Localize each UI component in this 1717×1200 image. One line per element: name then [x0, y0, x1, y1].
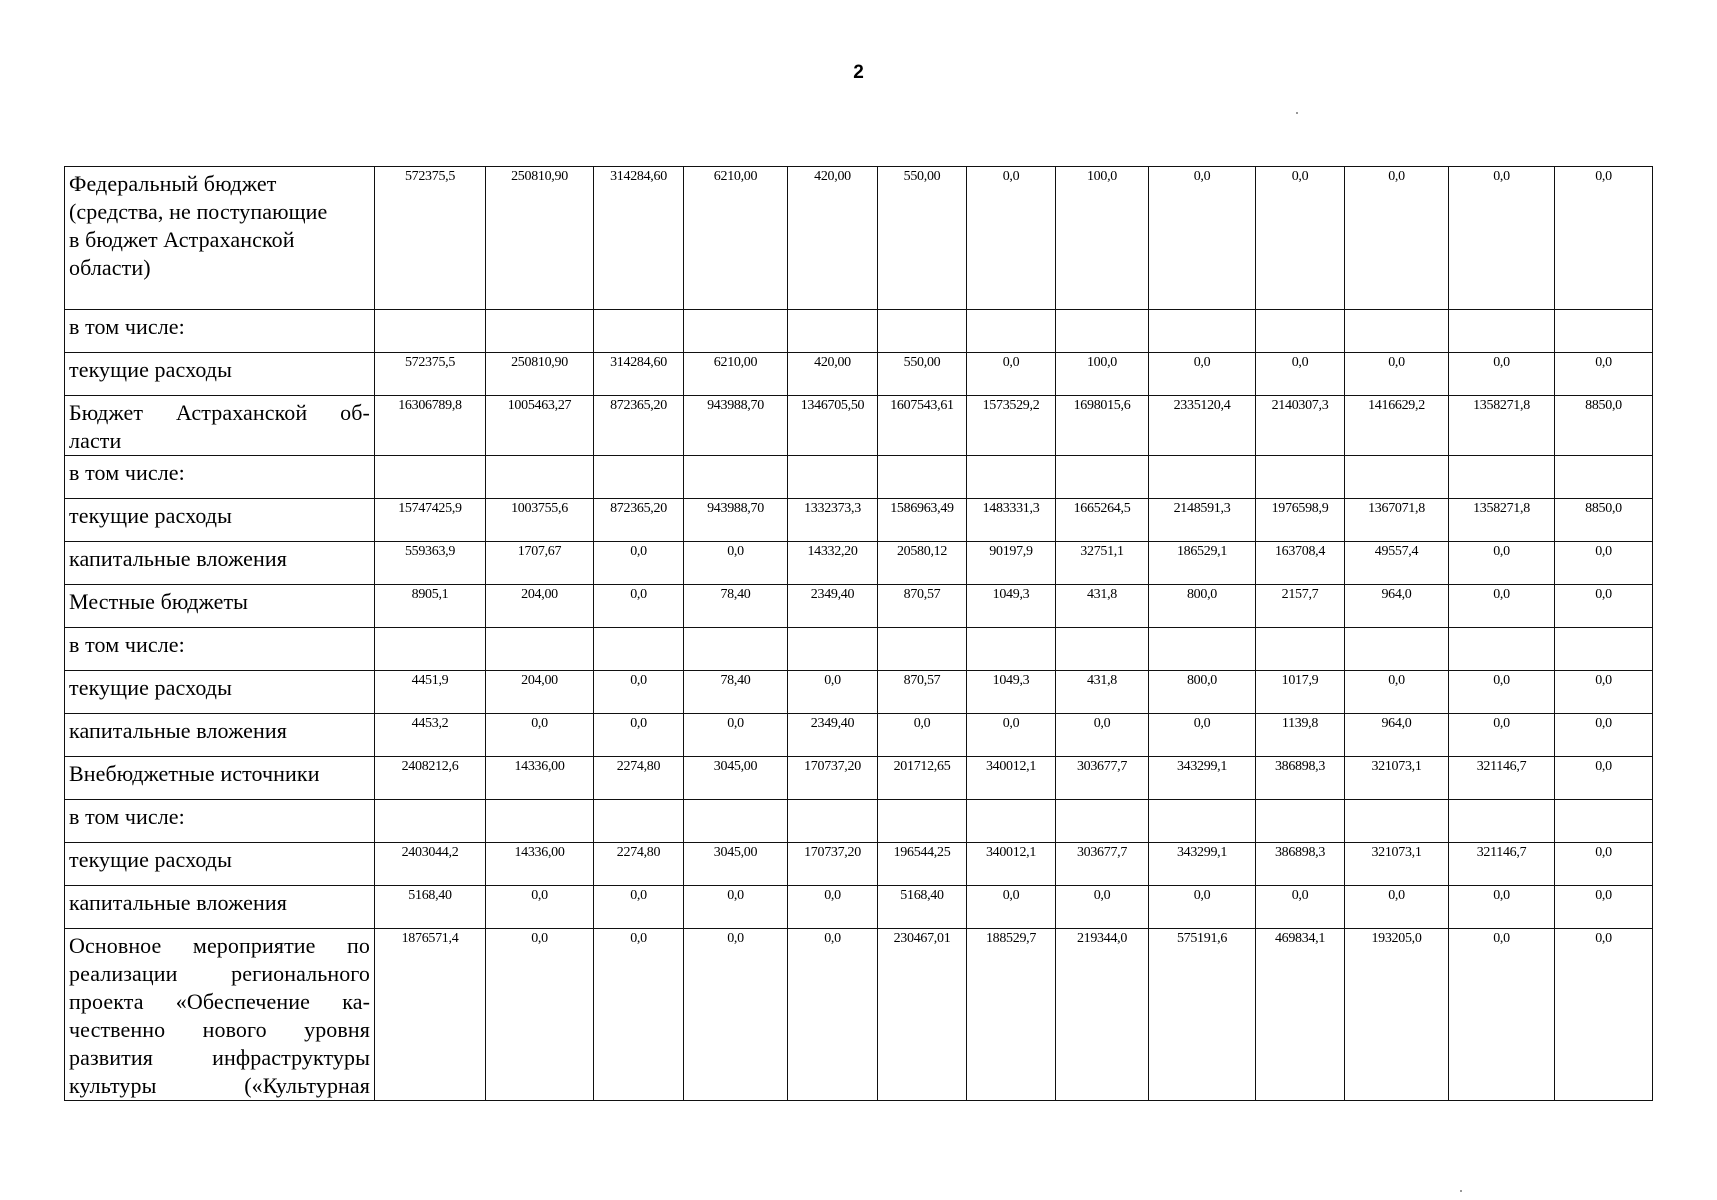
value-cell: 964,0: [1345, 714, 1449, 757]
row-label-text: в том числе:: [69, 460, 185, 485]
value-cell: [375, 800, 486, 843]
value-cell: 1698015,6: [1056, 396, 1149, 456]
value-cell: 1003755,6: [486, 499, 594, 542]
value-cell: [1149, 456, 1256, 499]
value-cell: 303677,7: [1056, 843, 1149, 886]
value-cell: 0,0: [1555, 353, 1653, 396]
table-row: [65, 167, 1653, 310]
value-cell: 1017,9: [1256, 671, 1345, 714]
value-cell: 204,00: [486, 585, 594, 628]
value-cell: 0,0: [1345, 167, 1449, 310]
value-cell: 0,0: [1449, 886, 1555, 929]
value-cell: [878, 310, 967, 353]
value-cell: 0,0: [788, 671, 878, 714]
value-cell: 0,0: [1449, 167, 1555, 310]
value-cell: 0,0: [788, 929, 878, 1101]
value-cell: 0,0: [1555, 757, 1653, 800]
value-cell: [1256, 310, 1345, 353]
value-cell: 572375,5: [375, 353, 486, 396]
budget-table: [64, 166, 1653, 1101]
value-cell: [1056, 628, 1149, 671]
row-label-line: Бюджет Астраханской об-: [69, 400, 370, 425]
value-cell: 170737,20: [788, 843, 878, 886]
value-cell: 550,00: [878, 167, 967, 310]
value-cell: 0,0: [486, 886, 594, 929]
budget-table-body: [65, 167, 1653, 1101]
value-cell: [594, 310, 684, 353]
value-cell: 800,0: [1149, 671, 1256, 714]
table-row: [65, 886, 1653, 929]
value-cell: 0,0: [684, 929, 788, 1101]
value-cell: 6210,00: [684, 353, 788, 396]
value-cell: 2349,40: [788, 585, 878, 628]
value-cell: 8850,0: [1555, 499, 1653, 542]
value-cell: [1345, 310, 1449, 353]
row-label-text: текущие расходы: [69, 847, 232, 872]
value-cell: 943988,70: [684, 499, 788, 542]
value-cell: [486, 456, 594, 499]
value-cell: [1449, 456, 1555, 499]
value-cell: 0,0: [1256, 886, 1345, 929]
row-label-text: текущие расходы: [69, 675, 232, 700]
value-cell: [486, 628, 594, 671]
value-cell: 2274,80: [594, 843, 684, 886]
value-cell: 78,40: [684, 671, 788, 714]
value-cell: 0,0: [486, 929, 594, 1101]
table-row: [65, 396, 1653, 456]
value-cell: 0,0: [594, 671, 684, 714]
value-cell: 0,0: [1149, 886, 1256, 929]
value-cell: 90197,9: [967, 542, 1056, 585]
value-cell: 193205,0: [1345, 929, 1449, 1101]
row-label-text: Внебюджетные источники: [69, 761, 320, 786]
page-number: 2: [853, 62, 864, 83]
value-cell: 0,0: [1256, 353, 1345, 396]
value-cell: 469834,1: [1256, 929, 1345, 1101]
value-cell: 0,0: [1449, 671, 1555, 714]
scan-speck: [1460, 1190, 1462, 1192]
row-label-text: в том числе:: [69, 632, 185, 657]
value-cell: 0,0: [1555, 167, 1653, 310]
value-cell: 230467,01: [878, 929, 967, 1101]
value-cell: 0,0: [1555, 929, 1653, 1101]
table-row: [65, 542, 1653, 585]
value-cell: [967, 628, 1056, 671]
row-label-line: (средства, не поступающие: [69, 199, 328, 224]
value-cell: 49557,4: [1345, 542, 1449, 585]
row-label-text: Местные бюджеты: [69, 589, 249, 614]
value-cell: 0,0: [486, 714, 594, 757]
value-cell: [684, 800, 788, 843]
value-cell: 431,8: [1056, 671, 1149, 714]
value-cell: 1483331,3: [967, 499, 1056, 542]
row-label: [65, 542, 375, 585]
value-cell: 0,0: [1449, 929, 1555, 1101]
row-label-line: Основное мероприятие по: [69, 933, 370, 958]
value-cell: 872365,20: [594, 499, 684, 542]
value-cell: [788, 628, 878, 671]
value-cell: 201712,65: [878, 757, 967, 800]
table-row: [65, 585, 1653, 628]
value-cell: 0,0: [1345, 671, 1449, 714]
value-cell: [594, 456, 684, 499]
value-cell: 0,0: [594, 585, 684, 628]
row-label: [65, 800, 375, 843]
value-cell: 8905,1: [375, 585, 486, 628]
value-cell: [486, 310, 594, 353]
row-label-text: текущие расходы: [69, 357, 232, 382]
value-cell: [594, 800, 684, 843]
scan-speck: [1296, 112, 1298, 114]
value-cell: 1976598,9: [1256, 499, 1345, 542]
value-cell: 1876571,4: [375, 929, 486, 1101]
value-cell: 0,0: [1449, 353, 1555, 396]
value-cell: [788, 800, 878, 843]
value-cell: [1449, 628, 1555, 671]
value-cell: 0,0: [1056, 714, 1149, 757]
row-label: [65, 396, 375, 456]
value-cell: 1707,67: [486, 542, 594, 585]
row-label-text: в том числе:: [69, 314, 185, 339]
value-cell: 1607543,61: [878, 396, 967, 456]
row-label: [65, 628, 375, 671]
value-cell: 870,57: [878, 585, 967, 628]
value-cell: 78,40: [684, 585, 788, 628]
value-cell: 1358271,8: [1449, 499, 1555, 542]
value-cell: 100,0: [1056, 167, 1149, 310]
value-cell: [1056, 800, 1149, 843]
value-cell: 321073,1: [1345, 757, 1449, 800]
value-cell: 0,0: [1345, 353, 1449, 396]
value-cell: 0,0: [594, 714, 684, 757]
value-cell: 321146,7: [1449, 843, 1555, 886]
value-cell: [1345, 800, 1449, 843]
value-cell: 872365,20: [594, 396, 684, 456]
value-cell: 1586963,49: [878, 499, 967, 542]
value-cell: 5168,40: [375, 886, 486, 929]
row-label-text: текущие расходы: [69, 503, 232, 528]
value-cell: [1449, 310, 1555, 353]
value-cell: [878, 628, 967, 671]
value-cell: 386898,3: [1256, 843, 1345, 886]
row-label-text: в том числе:: [69, 804, 185, 829]
value-cell: 0,0: [1555, 671, 1653, 714]
value-cell: [1345, 628, 1449, 671]
row-label-text: капитальные вложения: [69, 546, 287, 571]
value-cell: 0,0: [594, 929, 684, 1101]
value-cell: 14336,00: [486, 757, 594, 800]
value-cell: 314284,60: [594, 353, 684, 396]
row-label-line: ласти: [69, 428, 122, 453]
value-cell: 14332,20: [788, 542, 878, 585]
value-cell: [1256, 628, 1345, 671]
value-cell: [967, 800, 1056, 843]
value-cell: 0,0: [1555, 542, 1653, 585]
value-cell: 943988,70: [684, 396, 788, 456]
value-cell: 1005463,27: [486, 396, 594, 456]
value-cell: [1149, 628, 1256, 671]
value-cell: 321073,1: [1345, 843, 1449, 886]
value-cell: 340012,1: [967, 843, 1056, 886]
value-cell: 550,00: [878, 353, 967, 396]
row-label-text: капитальные вложения: [69, 890, 287, 915]
value-cell: 1049,3: [967, 585, 1056, 628]
value-cell: [788, 310, 878, 353]
row-label: [65, 167, 375, 310]
value-cell: [1345, 456, 1449, 499]
value-cell: [878, 800, 967, 843]
value-cell: 2408212,6: [375, 757, 486, 800]
value-cell: [878, 456, 967, 499]
value-cell: 2274,80: [594, 757, 684, 800]
value-cell: 0,0: [1345, 886, 1449, 929]
value-cell: 16306789,8: [375, 396, 486, 456]
value-cell: 0,0: [1555, 886, 1653, 929]
table-row: [65, 929, 1653, 1101]
value-cell: 2157,7: [1256, 585, 1345, 628]
value-cell: [684, 628, 788, 671]
value-cell: [1256, 456, 1345, 499]
value-cell: 250810,90: [486, 353, 594, 396]
value-cell: 15747425,9: [375, 499, 486, 542]
value-cell: 800,0: [1149, 585, 1256, 628]
value-cell: 431,8: [1056, 585, 1149, 628]
value-cell: 0,0: [1449, 714, 1555, 757]
row-label: [65, 310, 375, 353]
row-label-line: проекта «Обеспечение ка-: [69, 989, 370, 1014]
value-cell: [1056, 456, 1149, 499]
value-cell: 100,0: [1056, 353, 1149, 396]
value-cell: 420,00: [788, 353, 878, 396]
value-cell: 20580,12: [878, 542, 967, 585]
row-label-line: в бюджет Астраханской: [69, 227, 295, 252]
row-label: [65, 585, 375, 628]
value-cell: 170737,20: [788, 757, 878, 800]
value-cell: 0,0: [1555, 585, 1653, 628]
value-cell: 2148591,3: [1149, 499, 1256, 542]
value-cell: 0,0: [1256, 167, 1345, 310]
row-label-line: Федеральный бюджет: [69, 171, 277, 196]
value-cell: 0,0: [684, 542, 788, 585]
value-cell: [788, 456, 878, 499]
row-label: [65, 456, 375, 499]
value-cell: 386898,3: [1256, 757, 1345, 800]
row-label: [65, 671, 375, 714]
table-row: [65, 843, 1653, 886]
table-row: [65, 714, 1653, 757]
table-row: [65, 456, 1653, 499]
value-cell: 0,0: [1449, 585, 1555, 628]
table-row: [65, 800, 1653, 843]
table-row: [65, 671, 1653, 714]
value-cell: 5168,40: [878, 886, 967, 929]
value-cell: [1449, 800, 1555, 843]
value-cell: [1555, 628, 1653, 671]
value-cell: [967, 456, 1056, 499]
row-label-text: капитальные вложения: [69, 718, 287, 743]
value-cell: 1346705,50: [788, 396, 878, 456]
row-label-line: чественно нового уровня: [69, 1017, 370, 1042]
value-cell: 0,0: [684, 886, 788, 929]
value-cell: 0,0: [967, 886, 1056, 929]
value-cell: 8850,0: [1555, 396, 1653, 456]
table-row: [65, 310, 1653, 353]
value-cell: [1149, 310, 1256, 353]
value-cell: 250810,90: [486, 167, 594, 310]
value-cell: 0,0: [1149, 167, 1256, 310]
value-cell: 204,00: [486, 671, 594, 714]
value-cell: 321146,7: [1449, 757, 1555, 800]
value-cell: 1573529,2: [967, 396, 1056, 456]
row-label-line: реализации регионального: [69, 961, 370, 986]
row-label-line: области): [69, 255, 151, 280]
value-cell: 188529,7: [967, 929, 1056, 1101]
value-cell: 0,0: [788, 886, 878, 929]
row-label: [65, 886, 375, 929]
row-label: [65, 757, 375, 800]
value-cell: [684, 310, 788, 353]
value-cell: 870,57: [878, 671, 967, 714]
value-cell: 3045,00: [684, 843, 788, 886]
value-cell: 0,0: [967, 167, 1056, 310]
value-cell: 2335120,4: [1149, 396, 1256, 456]
value-cell: [375, 628, 486, 671]
value-cell: 572375,5: [375, 167, 486, 310]
value-cell: 186529,1: [1149, 542, 1256, 585]
value-cell: [594, 628, 684, 671]
value-cell: [1056, 310, 1149, 353]
row-label: [65, 353, 375, 396]
value-cell: 343299,1: [1149, 757, 1256, 800]
table-row: [65, 353, 1653, 396]
row-label: [65, 499, 375, 542]
value-cell: 1416629,2: [1345, 396, 1449, 456]
value-cell: 32751,1: [1056, 542, 1149, 585]
value-cell: 1367071,8: [1345, 499, 1449, 542]
table-row: [65, 757, 1653, 800]
value-cell: 4451,9: [375, 671, 486, 714]
value-cell: 2349,40: [788, 714, 878, 757]
value-cell: 2403044,2: [375, 843, 486, 886]
value-cell: 0,0: [684, 714, 788, 757]
value-cell: 3045,00: [684, 757, 788, 800]
value-cell: 0,0: [1555, 714, 1653, 757]
value-cell: [684, 456, 788, 499]
row-label-line: развития инфраструктуры: [69, 1045, 370, 1070]
value-cell: 314284,60: [594, 167, 684, 310]
value-cell: [1256, 800, 1345, 843]
value-cell: 303677,7: [1056, 757, 1149, 800]
value-cell: 163708,4: [1256, 542, 1345, 585]
value-cell: 0,0: [594, 886, 684, 929]
value-cell: 2140307,3: [1256, 396, 1345, 456]
value-cell: 219344,0: [1056, 929, 1149, 1101]
row-label: [65, 929, 375, 1101]
value-cell: 340012,1: [967, 757, 1056, 800]
value-cell: 14336,00: [486, 843, 594, 886]
value-cell: 343299,1: [1149, 843, 1256, 886]
value-cell: 1358271,8: [1449, 396, 1555, 456]
value-cell: 0,0: [967, 353, 1056, 396]
value-cell: 1332373,3: [788, 499, 878, 542]
value-cell: 575191,6: [1149, 929, 1256, 1101]
value-cell: 559363,9: [375, 542, 486, 585]
value-cell: 420,00: [788, 167, 878, 310]
value-cell: [1555, 456, 1653, 499]
value-cell: 6210,00: [684, 167, 788, 310]
value-cell: [967, 310, 1056, 353]
value-cell: 0,0: [878, 714, 967, 757]
value-cell: 196544,25: [878, 843, 967, 886]
row-label: [65, 843, 375, 886]
table-row: [65, 628, 1653, 671]
value-cell: 0,0: [1149, 353, 1256, 396]
value-cell: 0,0: [1056, 886, 1149, 929]
value-cell: [486, 800, 594, 843]
value-cell: 0,0: [1555, 843, 1653, 886]
value-cell: 964,0: [1345, 585, 1449, 628]
value-cell: 0,0: [594, 542, 684, 585]
value-cell: 0,0: [1449, 542, 1555, 585]
value-cell: [1555, 310, 1653, 353]
value-cell: 4453,2: [375, 714, 486, 757]
value-cell: [1555, 800, 1653, 843]
value-cell: [375, 310, 486, 353]
value-cell: [1149, 800, 1256, 843]
value-cell: 0,0: [1149, 714, 1256, 757]
row-label: [65, 714, 375, 757]
value-cell: 0,0: [967, 714, 1056, 757]
value-cell: 1139,8: [1256, 714, 1345, 757]
value-cell: 1049,3: [967, 671, 1056, 714]
value-cell: [375, 456, 486, 499]
value-cell: 1665264,5: [1056, 499, 1149, 542]
table-row: [65, 499, 1653, 542]
row-label-line: культуры («Культурная: [69, 1073, 370, 1098]
